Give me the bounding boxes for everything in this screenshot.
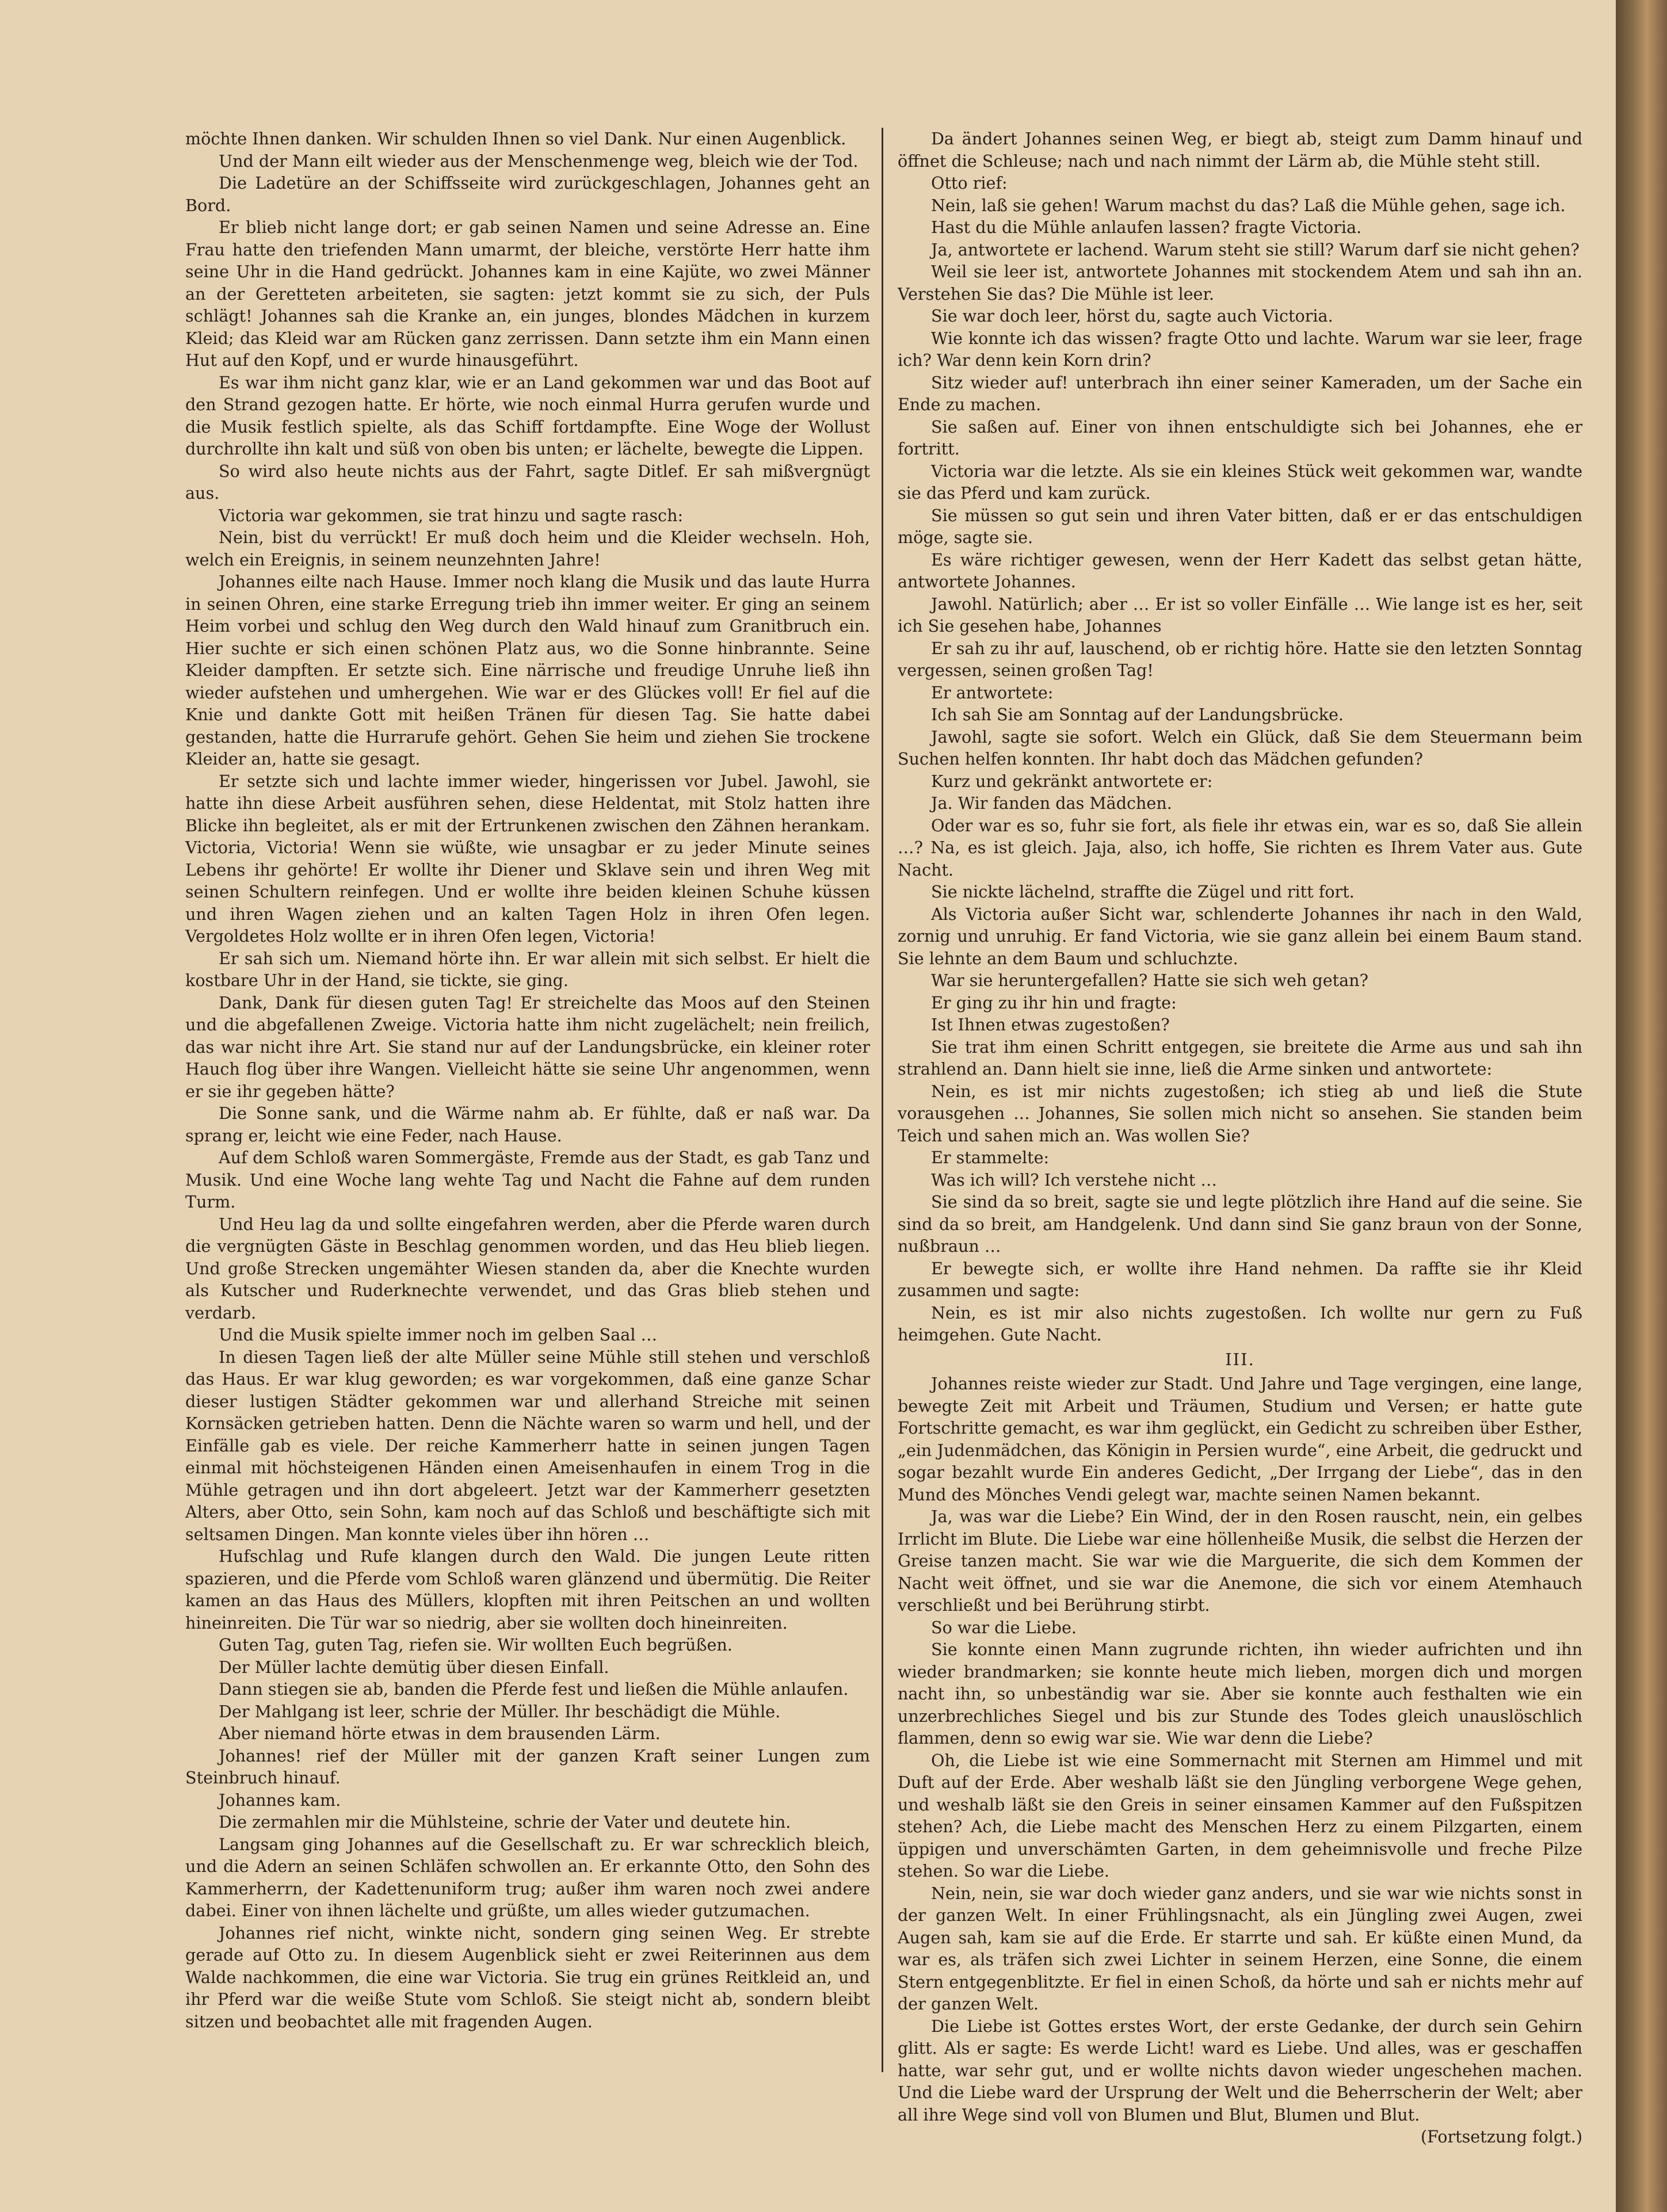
continuation-note: (Fortsetzung folgt.) xyxy=(1420,2127,1582,2146)
paragraph: Der Mahlgang ist leer, schrie der Müller. Ihr beschädigt die Mühle. xyxy=(219,1701,781,1721)
paragraph: Er bewegte sich, er wollte ihre Hand nehmen. Da raffte sie ihr Kleid zusammen und sagte: xyxy=(898,1258,1582,1300)
left-text-column xyxy=(185,128,870,2072)
paragraph: Dann stiegen sie ab, banden die Pferde fest und ließen die Mühle anlaufen. xyxy=(219,1679,849,1699)
paragraph: Nein, es ist mir also nichts zugestoßen. Ich wollte nur gern zu Fuß heimgehen. Gute Nacht. xyxy=(898,1302,1582,1344)
paragraph: Oh, die Liebe ist wie eine Sommernacht mit Sternen am Himmel und mit Duft auf der Erde. Aber weshalb läßt sie den Jüngling verborgene Wege gehen, und weshalb läßt sie den Greis in seiner einsamen Kammer auf den Fußspitzen stehen? Ach, die Liebe macht des Menschen Herz zu einem Pilzgarten, einem üppigen und unverschämten Garten, in dem geheimnisvolle und freche Pilze stehen. So war die Liebe. xyxy=(898,1750,1582,1881)
column-divider xyxy=(882,128,883,2072)
paragraph: Nein, laß sie gehen! Warum machst du das? Laß die Mühle gehen, sage ich. xyxy=(931,195,1566,215)
paragraph: Und der Mann eilt wieder aus der Menschenmenge weg, bleich wie der Tod. xyxy=(219,151,859,171)
paragraph: Hufschlag und Rufe klangen durch den Wald. Die jungen Leute ritten spazieren, und die Pferde vom Schloß waren glänzend und übermütig. Die Reiter kamen an das Haus des Müllers, klopften mit ihren Peitschen an und wollten hineinreiten. Die Tür war so niedrig, aber sie wollten doch hineinreiten. xyxy=(185,1546,870,1633)
paragraph: Jawohl, sagte sie sofort. Welch ein Glück, daß Sie dem Steuermann beim Suchen helfen konnten. Ihr habt doch das Mädchen gefunden? xyxy=(898,727,1582,769)
paragraph: Ist Ihnen etwas zugestoßen? xyxy=(931,1015,1170,1034)
paragraph: Da ändert Johannes seinen Weg, er biegt ab, steigt zum Damm hinauf und öffnet die Schleuse; nach und nach nimmt der Lärm ab, die Mühle steht still. xyxy=(898,129,1582,171)
paragraph: Sie war doch leer, hörst du, sagte auch Victoria. xyxy=(931,306,1333,326)
paragraph: Er blieb nicht lange dort; er gab seinen Namen und seine Adresse an. Eine Frau hatte den triefenden Mann umarmt, der bleiche, verstörte Herr hatte ihm seine Uhr in die Hand gedrückt. Johannes kam in eine Kajüte, wo zwei Männer an der Geretteten arbeiteten, sie sagten: jetzt kommt sie zu sich, der Puls schlägt! Johannes sah die Kranke an, ein junges, blondes Mädchen in kurzem Kleid; das Kleid war am Rücken ganz zerrissen. Dann setzte ihm ein Mann einen Hut auf den Kopf, und er wurde hinausgeführt. xyxy=(185,217,870,370)
paragraph: Sie sind da so breit, sagte sie und legte plötzlich ihre Hand auf die seine. Sie sind da so breit, am Handgelenk. Und dann sind Sie ganz braun von der Sonne, nußbraun … xyxy=(898,1192,1582,1256)
paragraph: Sie saßen auf. Einer von ihnen entschuldigte sich bei Johannes, ehe er fortritt. xyxy=(898,417,1582,459)
paragraph: Weil sie leer ist, antwortete Johannes mit stockendem Atem und sah ihn an. Verstehen Sie das? Die Mühle ist leer. xyxy=(898,262,1582,304)
paragraph: Als Victoria außer Sicht war, schlenderte Johannes ihr nach in den Wald, zornig und unruhig. Er fand Victoria, wie sie ganz allein bei einem Baum stand. Sie lehnte an dem Baum und schluchzte. xyxy=(898,904,1582,968)
paragraph: Johannes eilte nach Hause. Immer noch klang die Musik und das laute Hurra in seinen Ohren, eine starke Erregung trieb ihn immer weiter. Er ging an seinem Heim vorbei und schlug den Weg durch den Wald hinauf zum Granitbruch ein. Hier suchte er sich einen schönen Platz aus, wo die Sonne hinbrannte. Seine Kleider dampften. Er setzte sich. Eine närrische und freudige Unruhe ließ ihn wieder aufstehen und umhergehen. Wie war er des Glückes voll! Er fiel auf die Knie und dankte Gott mit heißen Tränen für diesen Tag. Sie hatte dabei gestanden, hatte die Hurrarufe gehört. Gehen Sie heim und ziehen Sie trockene Kleider an, hatte sie gesagt. xyxy=(185,572,870,769)
paragraph: Auf dem Schloß waren Sommergäste, Fremde aus der Stadt, es gab Tanz und Musik. Und eine Woche lang wehte Tag und Nacht die Fahne auf dem runden Turm. xyxy=(185,1148,870,1212)
paragraph: Es wäre richtiger gewesen, wenn der Herr Kadett das selbst getan hätte, antwortete Johannes. xyxy=(898,549,1582,591)
paragraph: Sie konnte einen Mann zugrunde richten, ihn wieder aufrichten und ihn wieder brandmarken; sie konnte heute mich lieben, morgen dich und morgen nacht ihn, so unbeständig war sie. Aber sie konnte auch festhalten wie ein unzerbrechliches Siegel und bis zur Stunde des Todes gleich unauslöschlich flammen, denn so ewig war sie. Wie war denn die Liebe? xyxy=(898,1640,1582,1748)
paragraph: Er sah sich um. Niemand hörte ihn. Er war allein mit sich selbst. Er hielt die kostbare Uhr in der Hand, sie tickte, sie ging. xyxy=(185,948,870,990)
book-binding xyxy=(1616,0,1667,2212)
paragraph: Jawohl. Natürlich; aber … Er ist so voller Einfälle … Wie lange ist es her, seit ich Sie gesehen habe, Johannes xyxy=(898,594,1582,636)
paragraph: Ja, was war die Liebe? Ein Wind, der in den Rosen rauscht, nein, ein gelbes Irrlicht im Blute. Die Liebe war eine höllenheiße Musik, die selbst die Herzen der Greise tanzen macht. Sie war wie die Marguerite, die sich dem Kommen der Nacht weit öffnet, und sie war die Anemone, die sich vor einem Atemhauch verschließt und bei Berührung stirbt. xyxy=(898,1507,1582,1615)
paragraph: Sitz wieder auf! unterbrach ihn einer seiner Kameraden, um der Sache ein Ende zu machen. xyxy=(898,372,1582,414)
paragraph: Und die Musik spielte immer noch im gelben Saal … xyxy=(219,1325,658,1344)
paragraph: Langsam ging Johannes auf die Gesellschaft zu. Er war schrecklich bleich, und die Adern an seinen Schläfen schwollen an. Er erkannte Otto, den Sohn des Kammerherrn, der Kadettenuniform trug; außer ihm waren noch zwei andere dabei. Einer von ihnen lächelte und grüßte, um alles wieder gutzumachen. xyxy=(185,1834,870,1920)
section-heading: III. xyxy=(1225,1349,1255,1369)
paragraph: Aber niemand hörte etwas in dem brausenden Lärm. xyxy=(219,1724,661,1743)
paragraph: Die Sonne sank, und die Wärme nahm ab. Er fühlte, daß er naß war. Da sprang er, leicht wie eine Feder, nach Hause. xyxy=(185,1103,870,1145)
paragraph: Was ich will? Ich verstehe nicht … xyxy=(931,1170,1217,1190)
paragraph: Ich sah Sie am Sonntag auf der Landungsbrücke. xyxy=(931,705,1344,724)
closing-line xyxy=(898,2126,1582,2148)
paragraph: Johannes rief nicht, winkte nicht, sondern ging seinen Weg. Er strebte gerade auf Otto zu. In diesem Augenblick sieht er zwei Reiterinnen aus dem Walde nachkommen, die eine war Victoria. Sie trug ein grünes Reitkleid an, und ihr Pferd war die weiße Stute vom Schloß. Sie steigt nicht ab, sondern bleibt sitzen und beobachtet alle mit fragenden Augen. xyxy=(185,1923,870,2031)
paragraph: Victoria war gekommen, sie trat hinzu und sagte rasch: xyxy=(219,505,684,525)
paragraph: So wird also heute nichts aus der Fahrt, sagte Ditlef. Er sah mißvergnügt aus. xyxy=(185,461,870,503)
paragraph: So war die Liebe. xyxy=(931,1617,1077,1637)
paragraph: Die Liebe ist Gottes erstes Wort, der erste Gedanke, der durch sein Gehirn glitt. Als er sagte: Es werde Licht! ward es Liebe. Und alles, was er geschaffen hatte, war sehr gut, und er wollte nichts davon wieder ungeschehen machen. Und die Liebe ward der Ursprung der Welt und die Beherrscherin der Welt; aber all ihre Wege sind voll von Blumen und Blut, Blumen und Blut. xyxy=(898,2016,1582,2125)
paragraph: Er sah zu ihr auf, lauschend, ob er richtig höre. Hatte sie den letzten Sonntag vergessen, seinen großen Tag! xyxy=(898,638,1582,680)
paragraph: Sie nickte lächelnd, straffte die Zügel und ritt fort. xyxy=(931,882,1355,901)
paragraph: Die Ladetüre an der Schiffsseite wird zurückgeschlagen, Johannes geht an Bord. xyxy=(185,173,870,215)
paragraph: Otto rief: xyxy=(931,173,1008,193)
paragraph: Dank, Dank für diesen guten Tag! Er streichelte das Moos auf den Steinen und die abgefallenen Zweige. Victoria hatte ihm nicht zugelächelt; nein freilich, das war nicht ihre Art. Sie stand nur auf der Landungsbrücke, ein kleiner roter Hauch flog über ihre Wangen. Vielleicht hätte sie seine Uhr angenommen, wenn er sie ihr gegeben hätte? xyxy=(185,992,870,1101)
paragraph: Die zermahlen mir die Mühlsteine, schrie der Vater und deutete hin. xyxy=(219,1812,791,1832)
right-text-column xyxy=(898,128,1582,2146)
paragraph: Der Müller lachte demütig über diesen Einfall. xyxy=(219,1657,609,1677)
paragraph: Victoria war die letzte. Als sie ein kleines Stück weit gekommen war, wandte sie das Pferd und kam zurück. xyxy=(898,461,1582,503)
paragraph: Er antwortete: xyxy=(931,682,1054,702)
paragraph: Wie konnte ich das wissen? fragte Otto und lachte. Warum war sie leer, frage ich? War denn kein Korn drin? xyxy=(898,328,1582,370)
paragraph: Nein, bist du verrückt! Er muß doch heim und die Kleider wechseln. Hoh, welch ein Ereignis, in seinem neunzehnten Jahre! xyxy=(185,528,870,570)
paragraph: Johannes kam. xyxy=(219,1790,341,1810)
paragraph: Er setzte sich und lachte immer wieder, hingerissen vor Jubel. Jawohl, sie hatte ihn diese Arbeit ausführen sehen, diese Heldentat, mit Stolz hatten ihre Blicke ihn begleitet, als er mit der Ertrunkenen zwischen den Zähnen herankam. Victoria, Victoria! Wenn sie wüßte, wie unsagbar er zu jeder Minute seines Lebens ihr gehörte! Er wollte ihr Diener und Sklave sein und ihren Weg mit seinen Schultern reinfegen. Und er wollte ihre beiden kleinen Schuhe küssen und ihren Wagen ziehen und an kalten Tagen Holz in ihren Ofen legen. Vergoldetes Holz wollte er in ihren Ofen legen, Victoria! xyxy=(185,771,870,946)
paragraph: Oder war es so, fuhr sie fort, als fiele ihr etwas ein, war es so, daß Sie allein …? Na, es ist gleich. Jaja, also, ich hoffe, Sie richten es Ihrem Vater aus. Gute Nacht. xyxy=(898,815,1582,880)
paragraph: Sie müssen so gut sein und ihren Vater bitten, daß er er das entschuldigen möge, sagte sie. xyxy=(898,505,1582,547)
paragraph: Und Heu lag da und sollte eingefahren werden, aber die Pferde waren durch die vergnügten Gäste in Beschlag genommen worden, und das Heu blieb liegen. Und große Strecken ungemähter Wiesen standen da, aber die Knechte wurden als Kutscher und Ruderknechte verwendet, und das Gras blieb stehen und verdarb. xyxy=(185,1214,870,1323)
paragraph: möchte Ihnen danken. Wir schulden Ihnen so viel Dank. Nur einen Augenblick. xyxy=(185,129,846,148)
paragraph: Er stammelte: xyxy=(931,1148,1050,1167)
paragraph: Hast du die Mühle anlaufen lassen? fragte Victoria. xyxy=(931,217,1362,237)
paragraph: In diesen Tagen ließ der alte Müller seine Mühle still stehen und verschloß das Haus. Er war klug geworden; es war vorgekommen, daß eine ganze Schar dieser lustigen Städter gekommen war und allerhand Streiche mit seinen Kornsäcken getrieben hatten. Denn die Nächte waren so warm und hell, und der Einfälle gab es viele. Der reiche Kammerherr hatte in seinen jungen Tagen einmal mit höchsteigenen Händen einen Ameisenhaufen in einem Trog in die Mühle getragen und ihn dort abgeleert. Jetzt war der Kammerherr gesetzten Alters, aber Otto, sein Sohn, kam noch auf das Schloß und beschäftigte sich mit seltsamen Dingen. Man konnte vieles über ihn hören … xyxy=(185,1347,870,1544)
paragraph: Kurz und gekränkt antwortete er: xyxy=(931,771,1213,791)
paragraph: Nein, nein, sie war doch wieder ganz anders, und sie war wie nichts sonst in der ganzen Welt. In einer Frühlingsnacht, als ein Jüngling zwei Augen, zwei Augen sah, kam sie auf die Erde. Er starrte und sah. Er küßte einen Mund, da war es, als träfen sich zwei Lichter in seinem Herzen, eine Sonne, die einem Stern entgegenblitzte. Er fiel in einen Schoß, da hörte und sah er nichts mehr auf der ganzen Welt. xyxy=(898,1883,1582,2014)
paragraph: Johannes! rief der Müller mit der ganzen Kraft seiner Lungen zum Steinbruch hinauf. xyxy=(185,1745,870,1787)
paragraph: Es war ihm nicht ganz klar, wie er an Land gekommen war und das Boot auf den Strand gezogen hatte. Er hörte, wie noch einmal Hurra gerufen wurde und die Musik festlich spielte, als das Schiff fortdampfte. Eine Woge der Wollust durchrollte ihn kalt und süß von oben bis unten; er lächelte, bewegte die Lippen. xyxy=(185,372,870,459)
paragraph: Guten Tag, guten Tag, riefen sie. Wir wollten Euch begrüßen. xyxy=(219,1635,733,1655)
paragraph: Nein, es ist mir nichts zugestoßen; ich stieg ab und ließ die Stute vorausgehen … Johannes, Sie sollen mich nicht so ansehen. Sie standen beim Teich und sahen mich an. Was wollen Sie? xyxy=(898,1081,1582,1145)
paragraph: Er ging zu ihr hin und fragte: xyxy=(931,992,1177,1013)
paragraph: Sie trat ihm einen Schritt entgegen, sie breitete die Arme aus und sah ihn strahlend an. Dann hielt sie inne, ließ die Arme sinken und antwortete: xyxy=(898,1037,1582,1079)
paragraph: Ja, antwortete er lachend. Warum steht sie still? Warum darf sie nicht gehen? xyxy=(931,239,1580,259)
paragraph: War sie heruntergefallen? Hatte sie sich weh getan? xyxy=(931,971,1368,990)
paragraph: Ja. Wir fanden das Mädchen. xyxy=(931,793,1172,813)
paragraph: Johannes reiste wieder zur Stadt. Und Jahre und Tage vergingen, eine lange, bewegte Zeit mit Arbeit und Träumen, Studium und Versen; er hatte gute Fortschritte gemacht, es war ihm geglückt, ein Gedicht zu schreiben über Esther, „ein Judenmädchen, das Königin in Persien wurde“, eine Arbeit, die gedruckt und sogar bezahlt wurde Ein anderes Gedicht, „Der Irrgang der Liebe“, das in den Mund des Mönches Vendi gelegt war, machte seinen Namen bekannt. xyxy=(898,1374,1582,1504)
